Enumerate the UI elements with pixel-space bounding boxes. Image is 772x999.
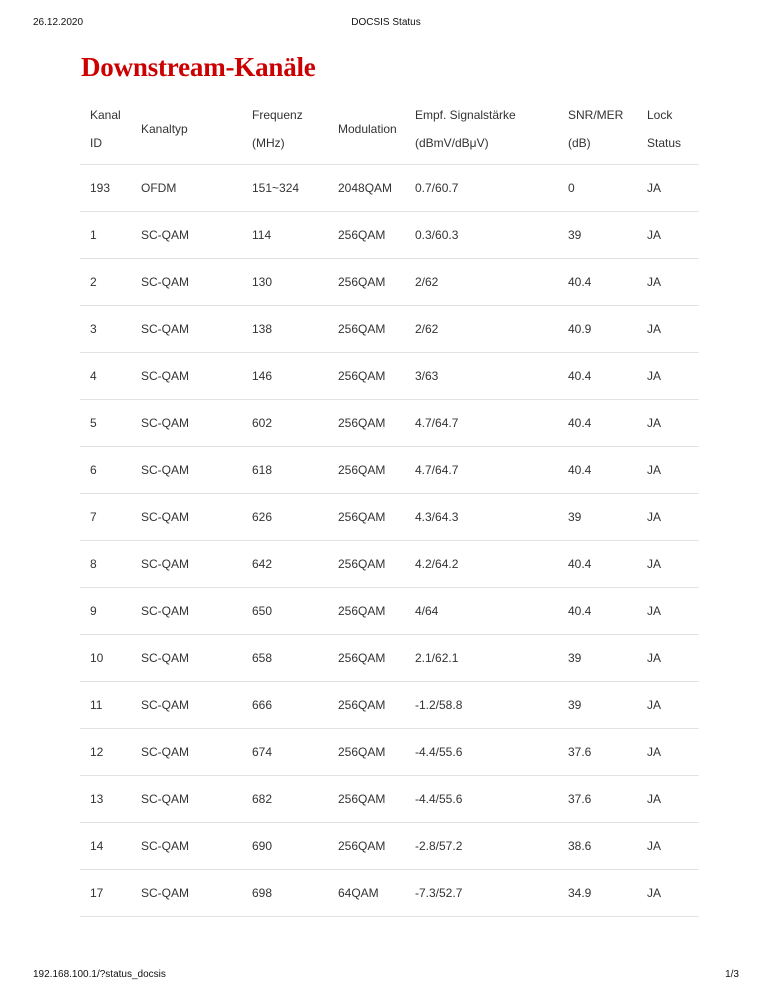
table-row <box>80 259 699 306</box>
cell-channel-type: SC-QAM <box>131 682 242 729</box>
header-label: Kanaltyp <box>141 121 188 136</box>
cell-channel-id: 4 <box>80 353 131 400</box>
cell-lock-status: JA <box>637 682 699 729</box>
header-sublabel: (dBmV/dBμV) <box>415 135 489 150</box>
cell-modulation: 256QAM <box>328 823 405 870</box>
cell-frequency: 626 <box>242 494 328 541</box>
cell-modulation: 256QAM <box>328 729 405 776</box>
table-row <box>80 400 699 447</box>
table-row <box>80 541 699 588</box>
cell-modulation: 256QAM <box>328 635 405 682</box>
cell-channel-id: 6 <box>80 447 131 494</box>
cell-lock-status: JA <box>637 729 699 776</box>
page-number: 1/3 <box>725 969 739 980</box>
cell-frequency: 674 <box>242 729 328 776</box>
cell-lock-status: JA <box>637 165 699 212</box>
cell-frequency: 138 <box>242 306 328 353</box>
table-row <box>80 447 699 494</box>
cell-snr-mer: 40.9 <box>558 306 637 353</box>
cell-channel-id: 1 <box>80 212 131 259</box>
header-label: Modulation <box>338 121 397 136</box>
cell-signal-strength: 0.3/60.3 <box>405 212 558 259</box>
cell-lock-status: JA <box>637 588 699 635</box>
cell-frequency: 151~324 <box>242 165 328 212</box>
cell-lock-status: JA <box>637 776 699 823</box>
cell-frequency: 618 <box>242 447 328 494</box>
cell-channel-type: SC-QAM <box>131 635 242 682</box>
cell-lock-status: JA <box>637 259 699 306</box>
cell-snr-mer: 39 <box>558 635 637 682</box>
table-body <box>80 165 699 917</box>
header-label: Lock <box>647 107 673 122</box>
cell-channel-id: 13 <box>80 776 131 823</box>
cell-channel-id: 11 <box>80 682 131 729</box>
table-row <box>80 729 699 776</box>
cell-channel-type: SC-QAM <box>131 353 242 400</box>
cell-channel-id: 2 <box>80 259 131 306</box>
cell-modulation: 256QAM <box>328 259 405 306</box>
cell-channel-type: SC-QAM <box>131 259 242 306</box>
cell-signal-strength: 2.1/62.1 <box>405 635 558 682</box>
cell-channel-id: 12 <box>80 729 131 776</box>
table-row <box>80 635 699 682</box>
cell-frequency: 602 <box>242 400 328 447</box>
cell-channel-id: 8 <box>80 541 131 588</box>
cell-channel-type: SC-QAM <box>131 212 242 259</box>
header-label: Frequenz <box>252 107 303 122</box>
cell-channel-id: 9 <box>80 588 131 635</box>
print-url: 192.168.100.1/?status_docsis <box>33 969 166 980</box>
table-row <box>80 306 699 353</box>
cell-lock-status: JA <box>637 447 699 494</box>
cell-frequency: 130 <box>242 259 328 306</box>
header-label: Empf. Signalstärke <box>415 107 516 122</box>
cell-lock-status: JA <box>637 494 699 541</box>
cell-snr-mer: 37.6 <box>558 729 637 776</box>
cell-snr-mer: 38.6 <box>558 823 637 870</box>
column-header-signal-strength <box>405 93 558 165</box>
cell-lock-status: JA <box>637 212 699 259</box>
cell-signal-strength: -7.3/52.7 <box>405 870 558 917</box>
cell-channel-id: 3 <box>80 306 131 353</box>
page-title: Downstream-Kanäle <box>81 52 316 82</box>
cell-modulation: 256QAM <box>328 306 405 353</box>
cell-frequency: 666 <box>242 682 328 729</box>
column-header-channel-type <box>131 93 242 165</box>
cell-modulation: 64QAM <box>328 870 405 917</box>
cell-channel-type: SC-QAM <box>131 729 242 776</box>
print-document-title: DOCSIS Status <box>351 17 421 28</box>
cell-modulation: 256QAM <box>328 400 405 447</box>
table-row <box>80 494 699 541</box>
cell-snr-mer: 34.9 <box>558 870 637 917</box>
cell-signal-strength: -4.4/55.6 <box>405 776 558 823</box>
table-row <box>80 776 699 823</box>
cell-lock-status: JA <box>637 353 699 400</box>
cell-frequency: 146 <box>242 353 328 400</box>
cell-snr-mer: 0 <box>558 165 637 212</box>
cell-channel-type: SC-QAM <box>131 494 242 541</box>
cell-channel-id: 17 <box>80 870 131 917</box>
cell-snr-mer: 40.4 <box>558 541 637 588</box>
cell-signal-strength: 4/64 <box>405 588 558 635</box>
cell-lock-status: JA <box>637 635 699 682</box>
cell-frequency: 650 <box>242 588 328 635</box>
cell-lock-status: JA <box>637 823 699 870</box>
table-row <box>80 823 699 870</box>
cell-snr-mer: 39 <box>558 682 637 729</box>
table-row <box>80 212 699 259</box>
column-header-snr-mer <box>558 93 637 165</box>
cell-channel-type: SC-QAM <box>131 823 242 870</box>
cell-channel-type: SC-QAM <box>131 541 242 588</box>
column-header-channel-id <box>80 93 131 165</box>
cell-signal-strength: 3/63 <box>405 353 558 400</box>
cell-channel-type: SC-QAM <box>131 306 242 353</box>
cell-frequency: 690 <box>242 823 328 870</box>
cell-frequency: 658 <box>242 635 328 682</box>
cell-frequency: 642 <box>242 541 328 588</box>
cell-signal-strength: -1.2/58.8 <box>405 682 558 729</box>
cell-modulation: 256QAM <box>328 447 405 494</box>
column-header-modulation <box>328 93 405 165</box>
cell-modulation: 256QAM <box>328 682 405 729</box>
table-header-row <box>80 93 699 165</box>
cell-snr-mer: 40.4 <box>558 259 637 306</box>
table-row <box>80 588 699 635</box>
print-date: 26.12.2020 <box>33 17 84 28</box>
cell-signal-strength: 2/62 <box>405 259 558 306</box>
cell-channel-type: SC-QAM <box>131 588 242 635</box>
header-sublabel: ID <box>90 135 102 150</box>
cell-modulation: 256QAM <box>328 588 405 635</box>
cell-signal-strength: -4.4/55.6 <box>405 729 558 776</box>
cell-snr-mer: 40.4 <box>558 400 637 447</box>
table-row <box>80 165 699 212</box>
cell-modulation: 256QAM <box>328 494 405 541</box>
cell-snr-mer: 40.4 <box>558 588 637 635</box>
cell-channel-type: SC-QAM <box>131 447 242 494</box>
cell-frequency: 682 <box>242 776 328 823</box>
cell-snr-mer: 37.6 <box>558 776 637 823</box>
cell-signal-strength: 4.7/64.7 <box>405 447 558 494</box>
cell-signal-strength: -2.8/57.2 <box>405 823 558 870</box>
header-label: SNR/MER <box>568 107 624 122</box>
header-sublabel: (dB) <box>568 135 591 150</box>
cell-modulation: 256QAM <box>328 776 405 823</box>
cell-modulation: 256QAM <box>328 212 405 259</box>
cell-channel-id: 10 <box>80 635 131 682</box>
cell-signal-strength: 2/62 <box>405 306 558 353</box>
header-label: Kanal <box>90 107 121 122</box>
table-row <box>80 870 699 917</box>
table-row <box>80 353 699 400</box>
cell-frequency: 698 <box>242 870 328 917</box>
header-sublabel: Status <box>647 135 682 150</box>
cell-snr-mer: 40.4 <box>558 353 637 400</box>
downstream-channels-table <box>80 93 699 917</box>
cell-channel-type: SC-QAM <box>131 870 242 917</box>
cell-snr-mer: 39 <box>558 494 637 541</box>
table-row <box>80 682 699 729</box>
header-sublabel: (MHz) <box>252 135 285 150</box>
print-header <box>0 17 772 31</box>
cell-snr-mer: 39 <box>558 212 637 259</box>
cell-lock-status: JA <box>637 870 699 917</box>
cell-signal-strength: 4.7/64.7 <box>405 400 558 447</box>
cell-signal-strength: 0.7/60.7 <box>405 165 558 212</box>
cell-modulation: 256QAM <box>328 541 405 588</box>
cell-channel-type: SC-QAM <box>131 776 242 823</box>
cell-channel-type: OFDM <box>131 165 242 212</box>
cell-signal-strength: 4.2/64.2 <box>405 541 558 588</box>
cell-signal-strength: 4.3/64.3 <box>405 494 558 541</box>
cell-lock-status: JA <box>637 400 699 447</box>
cell-snr-mer: 40.4 <box>558 447 637 494</box>
cell-channel-id: 193 <box>80 165 131 212</box>
cell-frequency: 114 <box>242 212 328 259</box>
cell-channel-id: 14 <box>80 823 131 870</box>
cell-channel-id: 5 <box>80 400 131 447</box>
column-header-lock-status <box>637 93 699 165</box>
cell-lock-status: JA <box>637 541 699 588</box>
column-header-frequency <box>242 93 328 165</box>
cell-modulation: 256QAM <box>328 353 405 400</box>
cell-modulation: 2048QAM <box>328 165 405 212</box>
cell-channel-type: SC-QAM <box>131 400 242 447</box>
cell-channel-id: 7 <box>80 494 131 541</box>
cell-lock-status: JA <box>637 306 699 353</box>
